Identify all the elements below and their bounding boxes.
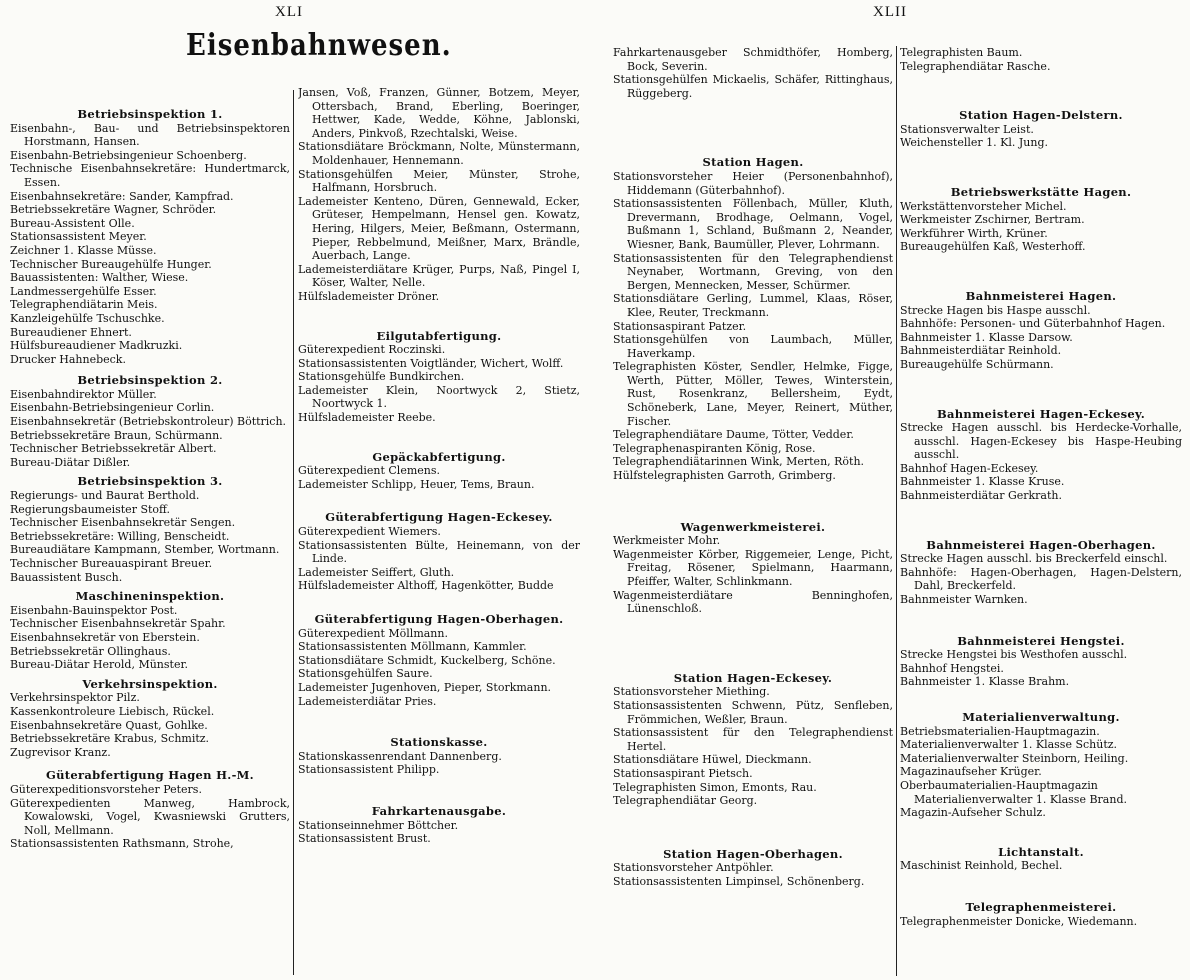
section [298,330,580,425]
entry-line: Telegraphenmeister Donicke, Wiedemann. [900,914,1138,928]
entry-line: Stationsgehülfen Saure. [298,667,433,681]
section-title: Betriebsinspektion 1. [77,107,223,121]
entry-line: Bureau-Diätar Herold, Münster. [10,658,189,672]
section-title: Güterabfertigung Hagen-Eckesey. [325,510,553,525]
section-title: Maschineninspektion. [75,589,225,604]
entry-list [900,200,1182,254]
section-title: Station Hagen-Oberhagen. [663,846,843,861]
section [10,108,290,366]
entry-line: Werkmeister Mohr. [613,534,721,548]
entry-line: Stationsassistent Philipp. [298,763,440,777]
section [900,539,1182,607]
entry-line: Regierungsbaumeister Stoff. [10,502,170,516]
entry-line: Stationsassistenten Rathsmann, Strohe, [10,837,234,851]
entry-line: Hülfslademeister Reebe. [298,411,436,425]
entry-list [613,534,893,616]
section [298,736,580,777]
entry-line: Bahnhof Hagen-Eckesey. [900,461,1039,475]
entry-line: Technischer Eisenbahnsekretär Spahr. [10,617,226,631]
entry-line: Bureaudiener Ehnert. [10,325,132,339]
entry-line: Bauassistenten: Walther, Wiese. [10,271,189,285]
section [298,451,580,492]
section-title: Station Hagen-Eckesey. [673,670,833,685]
entry-line: Bahnmeisterdiätar Gerkrath. [900,489,1062,503]
section [900,186,1182,254]
entry-line: Technische Eisenbahnsekretäre: Hundertmarck, Essen. [10,162,290,189]
entry-line: Verkehrsinspektor Pilz. [10,691,140,705]
entry-line: Güterexpedient Clemens. [298,464,441,478]
entry-line: Lademeister Kenteno, Düren, Gennewald, Ecker, Grüteser, Hempelmann, Hensel gen. Kowatz, Hering, Hilgers, Meier, Beßmann, Ostermann, Pieper, Rebbelmund, Meißner, Marx, Brändle, Auerbach, Lange. [298,194,580,263]
section-title: Wagenwerkmeisterei. [680,519,826,534]
section-title: Telegraphenmeisterei. [965,899,1117,914]
entry-line: Magazinaufseher Krüger. [900,765,1042,779]
entry-list [10,122,290,367]
entry-list [613,861,893,888]
entry-line: Betriebssekretäre: Willing, Benscheidt. [10,529,230,543]
entry-line: Fahrkartenausgeber Schmidthöfer, Homberg, Bock, Severin. [613,46,893,73]
section [613,672,893,808]
section-title: Eilgutabfertigung. [376,328,502,343]
section-title: Station Hagen. [702,155,804,170]
entry-list [613,170,893,483]
section [298,511,580,593]
column-rule-left [293,90,294,975]
entry-list [900,421,1182,503]
entry-line: Bahnmeister Warnken. [900,593,1028,607]
section [298,805,580,846]
entry-line: Landmessergehülfe Esser. [10,284,157,298]
entry-line: Bahnmeister 1. Klasse Brahm. [900,675,1070,689]
section [10,678,290,760]
entry-line: Telegraphendiätarin Meis. [10,298,158,312]
entry-list [900,648,1182,689]
entry-list [900,304,1182,372]
entry-line: Bureaugehülfen Kaß, Westerhoff. [900,240,1086,254]
section-title: Bahnmeisterei Hengstei. [957,633,1125,648]
main-title: Eisenbahnwesen. [186,28,452,64]
entry-line: Eisenbahnsekretäre Quast, Gohlke. [10,718,208,732]
entry-line: Stationsdiätare Bröckmann, Nolte, Münstermann, Moldenhauer, Hennemann. [298,140,580,167]
section [900,290,1182,372]
section-title: Betriebsinspektion 2. [77,373,223,388]
entry-line: Maschinist Reinhold, Bechel. [900,859,1063,873]
entry-line: Stationsassistenten Möllmann, Kammler. [298,640,527,654]
section-title: Station Hagen-Delstern. [959,108,1123,123]
entry-line: Zeichner 1. Klasse Müsse. [10,243,157,257]
entry-line: Stationsgehülfen Meier, Münster, Strohe, Halfmann, Horsbruch. [298,167,580,195]
page-number-right: XLII [873,4,907,20]
entry-list [900,123,1182,150]
entry-line: Kanzleigehülfe Tschuschke. [10,311,165,325]
entry-line: Technischer Bureauaspirant Breuer. [10,557,213,570]
entry-list [298,525,580,593]
entry-line: Eisenbahn-Betriebsingenieur Schoenberg. [10,148,247,162]
entry-list [298,750,580,777]
section-title: Güterabfertigung Hagen-Oberhagen. [314,612,564,626]
entry-line: Stationsvorsteher Miething. [613,685,770,699]
entry-line: Hülfstelegraphisten Garroth, Grimberg. [613,469,836,483]
entry-list [298,343,580,425]
section-title: Verkehrsinspektion. [82,676,218,691]
entry-list [298,627,580,709]
section [900,846,1182,873]
entry-line: Bureau-Diätar Dißler. [10,455,131,469]
entry-line: Telegraphisten Köster, Sendler, Helmke, Figge, Werth, Pütter, Möller, Tewes, Winterstein, Rust, Rosenkranz, Bellersheim, Eydt, Schöneberk, Lane, Meyer, Reinert, Müther, Fischer. [613,360,893,428]
entry-line: Magazin-Aufseher Schulz. [900,806,1046,820]
entry-line: Eisenbahnsekretär von Eberstein. [10,630,200,644]
entry-line: Lademeister Schlipp, Heuer, Tems, Braun. [298,477,535,491]
column-rule-right [896,46,897,976]
section [613,521,893,616]
entry-line: Betriebssekretäre Braun, Schürmann. [10,428,223,442]
entry-line: Wagenmeisterdiätare Benninghofen, Lünenschloß. [613,588,893,616]
entry-list [10,388,290,470]
entry-list [613,685,893,807]
entry-line: Hülfslademeister Althoff, Hagenkötter, Budde [298,579,554,593]
entry-line: Lademeister Klein, Noortwyck 2, Stietz, Noortwyck 1. [298,383,580,411]
entry-line: Zugrevisor Kranz. [10,745,111,759]
entry-line: Stationsassistenten Limpinsel, Schönenberg. [613,874,865,888]
entry-line: Technischer Betriebssekretär Albert. [10,442,217,456]
entry-line: Stationsassistent Brust. [298,832,431,846]
entry-line: Stationsaspirant Pietsch. [613,766,753,780]
entry-line: Bahnmeister 1. Klasse Kruse. [900,475,1065,489]
entry-line: Kassenkontroleure Liebisch, Rückel. [10,704,215,718]
entry-line: Eisenbahn-, Bau- und Betriebsinspektoren Horstmann, Hansen. [10,121,290,149]
section-title: Bahnmeisterei Hagen-Oberhagen. [926,537,1156,552]
entry-line: Bureau-Assistent Olle. [10,216,135,230]
entry-line: Stationsgehülfen Mickaelis, Schäfer, Rittinghaus, Rüggeberg. [613,73,893,100]
entry-line: Technischer Bureaugehülfe Hunger. [10,257,212,271]
entry-line: Materialienverwalter 1. Klasse Schütz. [900,738,1118,752]
section-title: Bahnmeisterei Hagen. [965,288,1117,303]
entry-list [298,819,580,846]
section-title: Lichtanstalt. [998,844,1084,859]
entry-line: Telegraphisten Simon, Emonts, Rau. [613,780,817,794]
entry-list [900,859,1182,873]
section [10,475,290,584]
entry-line: Wagenmeister Körber, Riggemeier, Lenge, Picht, Freitag, Rösener, Spielmann, Haarmann, Pfeiffer, Walter, Schlinkmann. [613,547,893,588]
section-title: Materialienverwaltung. [962,710,1120,724]
section [900,46,1182,73]
section-title: Güterabfertigung Hagen H.-M. [46,768,254,783]
entry-line: Strecke Hagen ausschl. bis Herdecke-Vorhalle, ausschl. Hagen-Eckesey bis Haspe-Heubing ausschl. [900,421,1182,462]
entry-line: Stationseinnehmer Böttcher. [298,818,459,832]
entry-line: Betriebsmaterialien-Hauptmagazin. [900,724,1100,738]
section [298,613,580,708]
entry-line: Strecke Hagen bis Haspe ausschl. [900,303,1091,317]
entry-line: Stationsassistent für den Telegraphendienst Hertel. [613,726,893,753]
section [900,635,1182,689]
entry-list [10,691,290,759]
entry-line: Eisenbahn-Bauinspektor Post. [10,603,178,617]
section [298,86,580,304]
entry-line: Stationsassistenten für den Telegraphendienst Neynaber, Wortmann, Greving, von den Bergen, Mennecken, Messer, Schürmer. [613,251,893,292]
section-title: Stationskasse. [390,735,488,750]
section-title: Fahrkartenausgabe. [371,803,507,818]
page-number-left: XLI [275,4,303,20]
entry-line: Güterexpedient Wiemers. [298,525,441,539]
entry-line: Güterexpedient Möllmann. [298,626,448,640]
entry-list [613,46,893,100]
entry-line: Strecke Hengstei bis Westhofen ausschl. [900,648,1128,662]
entry-list [298,86,580,304]
entry-line: Stationsassistent Meyer. [10,230,147,244]
column-1 [10,86,290,978]
entry-line: Güterexpedient Roczinski. [298,343,446,357]
section [613,848,893,889]
section-title: Bahnmeisterei Hagen-Eckesey. [936,406,1145,421]
entry-line: Stationsdiätare Hüwel, Dieckmann. [613,753,812,767]
entry-line: Bureaudiätare Kampmann, Stember, Wortmann. [10,543,280,557]
entry-line: Bahnmeisterdiätar Reinhold. [900,344,1062,358]
entry-line: Werkstättenvorsteher Michel. [900,199,1067,213]
entry-line: Bauassistent Busch. [10,570,123,584]
entry-line: Stationsvorsteher Antpöhler. [613,861,774,875]
entry-line: Stationsassistenten Bülte, Heinemann, von der Linde. [298,538,580,566]
section [10,590,290,672]
column-2 [298,86,580,978]
entry-line: Werkführer Wirth, Krüner. [900,226,1048,240]
column-3 [613,46,893,978]
entry-line: Telegraphisten Baum. [900,46,1023,59]
section [900,901,1182,928]
section [900,109,1182,150]
section [900,408,1182,503]
entry-list [10,783,290,851]
entry-line: Lademeister Jugenhoven, Pieper, Storkmann. [298,680,552,694]
entry-line: Eisenbahnsekretär (Betriebskontroleur) Böttrich. [10,415,287,429]
entry-line: Betriebssekretäre Krabus, Schmitz. [10,732,210,746]
entry-line: Stationskassenrendant Dannenberg. [298,749,502,763]
entry-list [900,725,1182,820]
entry-line: Telegraphendiätar Rasche. [900,59,1051,73]
entry-line: Stationsgehülfen von Laumbach, Müller, Haverkamp. [613,333,893,360]
section [10,374,290,469]
section [900,711,1182,820]
entry-list [10,489,290,584]
entry-line: Lademeisterdiätare Krüger, Purps, Naß, Pingel I, Köser, Walter, Nelle. [298,262,580,290]
entry-line: Technischer Eisenbahnsekretär Sengen. [10,516,236,530]
entry-line: Güterexpedienten Manweg, Hambrock, Kowalowski, Vogel, Kwasniewski Grutters, Noll, Mellmann. [10,796,290,837]
entry-line: Telegraphendiätar Georg. [613,794,758,808]
entry-line: Güterexpeditionsvorsteher Peters. [10,782,202,796]
entry-line: Strecke Hagen ausschl. bis Breckerfeld einschl. [900,552,1168,566]
entry-line: Stationsvorsteher Heier (Personenbahnhof), Hiddemann (Güterbahnhof). [613,169,893,197]
entry-line: Drucker Hahnebeck. [10,352,126,366]
entry-list [900,46,1182,73]
entry-line: Stationsverwalter Leist. [900,122,1034,136]
entry-line: Telegraphendiätare Daume, Tötter, Vedder. [613,428,854,442]
entry-line: Stationsaspirant Patzer. [613,319,747,333]
entry-line: Hülfsbureaudiener Madkruzki. [10,339,183,353]
entry-line: Eisenbahn-Betriebsingenieur Corlin. [10,401,215,415]
entry-line: Telegraphendiätarinnen Wink, Merten, Röth. [613,455,865,469]
entry-list [900,915,1182,929]
entry-line: Jansen, Voß, Franzen, Günner, Botzem, Meyer, Ottersbach, Brand, Eberling, Boeringer, Hettwer, Kade, Wedde, Köhne, Jablonski, Anders, Pinkvoß, Rzechtalski, Weise. [298,86,580,140]
section [613,46,893,100]
entry-line: Stationsdiätare Schmidt, Kuckelberg, Schöne. [298,653,556,667]
entry-line: Oberbaumaterialien-Hauptmagazin Materialienverwalter 1. Klasse Brand. [900,778,1127,806]
section-title: Betriebsinspektion 3. [77,474,223,489]
column-4 [900,46,1182,978]
entry-line: Betriebssekretär Ollinghaus. [10,644,171,658]
entry-line: Stationsassistenten Voigtländer, Wichert, Wolff. [298,356,564,370]
entry-line: Hülfslademeister Dröner. [298,289,440,303]
entry-line: Stationsassistenten Schwenn, Pütz, Senfleben, Frömmichen, Weßler, Braun. [613,698,893,726]
entry-line: Bahnmeister 1. Klasse Darsow. [900,330,1073,344]
entry-line: Bureaugehülfe Schürmann. [900,357,1054,371]
entry-list [298,464,580,491]
entry-line: Materialienverwalter Steinborn, Heiling. [900,751,1129,765]
entry-line: Eisenbahndirektor Müller. [10,387,157,401]
entry-line: Regierungs- und Baurat Berthold. [10,489,200,503]
entry-line: Bahnhof Hengstei. [900,661,1004,675]
entry-line: Bahnhöfe: Personen- und Güterbahnhof Hagen. [900,317,1166,331]
section-title: Betriebswerkstätte Hagen. [950,184,1132,199]
section [613,156,893,482]
entry-line: Stationsdiätare Gerling, Lummel, Klaas, Röser, Klee, Reuter, Treckmann. [613,292,893,319]
entry-line: Lademeister Seiffert, Gluth. [298,565,455,579]
entry-line: Werkmeister Zschirner, Bertram. [900,213,1085,227]
entry-line: Bahnhöfe: Hagen-Oberhagen, Hagen-Delstern, Dahl, Breckerfeld. [900,565,1182,593]
section-title: Gepäckabfertigung. [372,449,506,464]
entry-line: Stationsgehülfe Bundkirchen. [298,370,465,384]
section [10,769,290,851]
entry-list [900,552,1182,606]
entry-line: Weichensteller 1. Kl. Jung. [900,136,1048,150]
entry-list [10,604,290,672]
entry-line: Eisenbahnsekretäre: Sander, Kampfrad. [10,189,234,203]
entry-line: Stationsassistenten Föllenbach, Müller, Kluth, Drevermann, Brodhage, Oelmann, Vogel, Bußmann 1, Schland, Bußmann 2, Neander, Wiesner, Bank, Baumüller, Plever, Lohrmann. [613,197,893,251]
entry-line: Lademeisterdiätar Pries. [298,694,437,708]
entry-line: Telegraphenaspiranten König, Rose. [613,441,816,455]
entry-line: Betriebssekretäre Wagner, Schröder. [10,203,217,217]
